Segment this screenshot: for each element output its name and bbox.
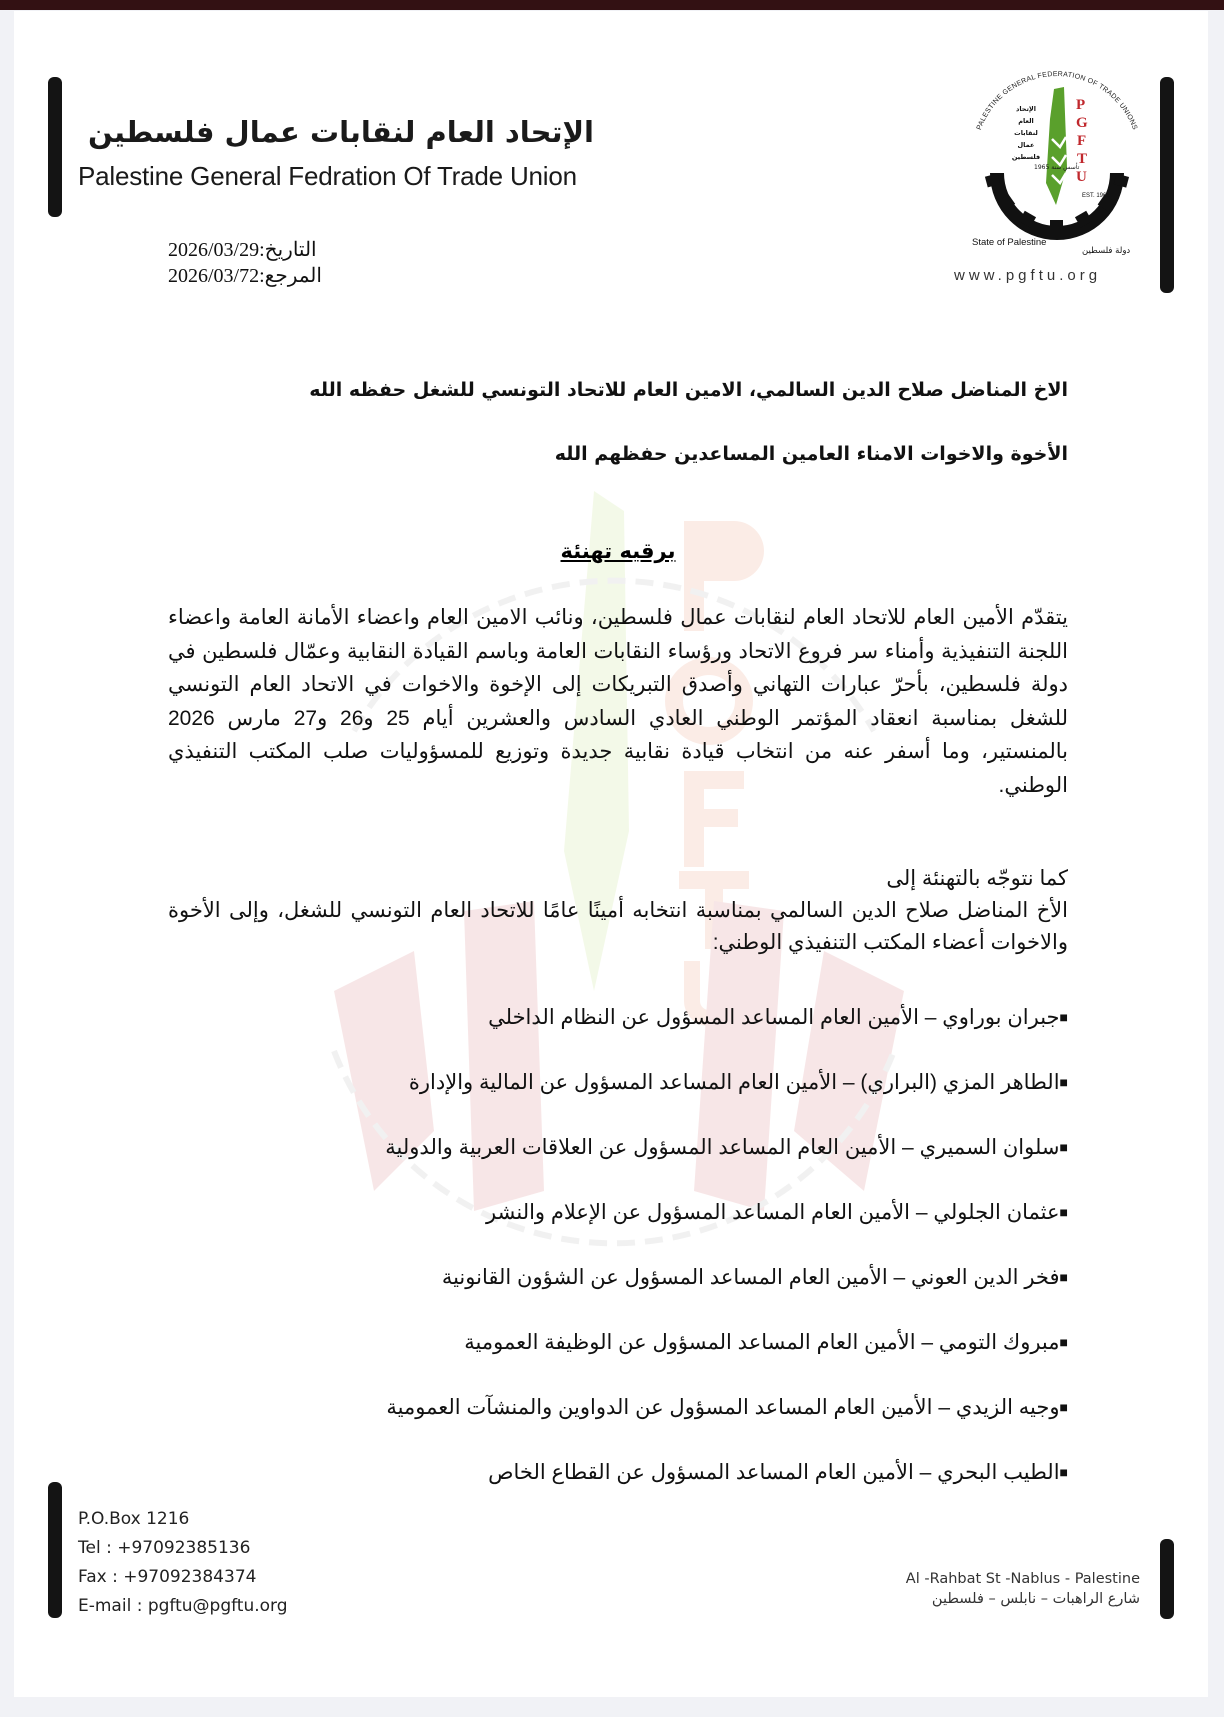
footer-contact (78, 1505, 288, 1621)
reference-label: المرجع: (259, 265, 322, 287)
square-bullet-icon: ■ (1059, 1464, 1068, 1480)
svg-text:T: T (1077, 151, 1088, 167)
letter-meta (168, 237, 322, 289)
date-label: التاريخ: (259, 239, 317, 261)
square-bullet-icon: ■ (1059, 1139, 1068, 1155)
member-text: الطيب البحري – الأمين العام المساعد المسؤول عن القطاع الخاص (488, 1461, 1060, 1484)
address-arabic: شارع الراهبات – نابلس – فلسطين (931, 1591, 1140, 1607)
square-bullet-icon: ■ (1059, 1269, 1068, 1285)
svg-text:العام: العام (1018, 117, 1034, 125)
list-item (168, 1456, 1068, 1521)
list-item (168, 1001, 1068, 1066)
member-text: عثمان الجلولي – الأمين العام المساعد المسؤول عن الإعلام والنشر (486, 1201, 1060, 1224)
reference-row (168, 263, 322, 289)
square-bullet-icon: ■ (1059, 1204, 1068, 1220)
member-text: الطاهر المزي (البراري) – الأمين العام المساعد المسؤول عن المالية والإدارة (408, 1071, 1060, 1094)
svg-text:دولة فلسطين: دولة فلسطين (1082, 246, 1131, 256)
addressee-secondary: الأخوة والاخوات الامناء العامين المساعدين حفظهم الله (554, 443, 1068, 465)
svg-text:P: P (1076, 97, 1086, 113)
po-box: P.O.Box 1216 (78, 1509, 190, 1529)
square-bullet-icon: ■ (1059, 1009, 1068, 1025)
footer-right-accent-bar (1160, 1539, 1174, 1619)
footer-left-accent-bar (48, 1482, 62, 1618)
member-text: مبروك التومي – الأمين العام المساعد المسؤول عن الوظيفة العمومية (464, 1331, 1060, 1354)
member-text: فخر الدين العوني – الأمين العام المساعد المسؤول عن الشؤون القانونية (441, 1266, 1060, 1289)
svg-text:State of Palestine: State of Palestine (972, 237, 1047, 248)
executive-members-list (168, 1001, 1068, 1521)
paragraph-2-text: الأخ المناضل صلاح الدين السالمي بمناسبة انتخابه أمينًا عامًا للاتحاد العام التونسي للشغل، وإلى الأخوة والاخوات أعضاء المكتب التنفيذي الوطني: (168, 899, 1068, 954)
svg-text:F: F (1077, 133, 1087, 149)
square-bullet-icon: ■ (1059, 1399, 1068, 1415)
date-value: 2026/03/29 (168, 239, 260, 261)
svg-text:عمال: عمال (1017, 141, 1035, 149)
member-text: وجيه الزيدي – الأمين العام المساعد المسؤول عن الدواوين والمنشآت العمومية (386, 1396, 1060, 1419)
list-item (168, 1326, 1068, 1391)
list-item (168, 1391, 1068, 1456)
svg-text:الإتحاد: الإتحاد (1016, 105, 1036, 113)
addressee-primary: الاخ المناضل صلاح الدين السالمي، الامين العام للاتحاد التونسي للشغل حفظه الله (309, 379, 1068, 401)
body-paragraph-1: يتقدّم الأمين العام للاتحاد العام لنقابات عمال فلسطين، ونائب الامين العام واعضاء الأمانة العامة واعضاء اللجنة التنفيذية وأمناء سر فروع الاتحاد ورؤساء النقابات العامة وباسم القيادة النقابية وعمّال فلسطين في دولة فلسطين، بأحرّ عبارات التهاني وأصدق التبريكات إلى الإخوة والاخوات في الاتحاد العام التونسي للشغل بمناسبة انعقاد المؤتمر الوطني العادي السادس والعشرين أيام 25 و26 و27 مارس 2026 بالمنستير، وما أسفر عنه من انتخاب قيادة نقابية جديدة وتوزيع للمسؤوليات صلب المكتب التنفيذي الوطني. (168, 606, 1069, 797)
list-item (168, 1066, 1068, 1131)
org-name-arabic: الإتحاد العام لنقابات عمال فلسطين (87, 115, 594, 149)
square-bullet-icon: ■ (1059, 1334, 1068, 1350)
letter-title: برقيه تهنئة (560, 539, 676, 563)
svg-text:تأسس سنة 1965: تأسس سنة 1965 (1034, 164, 1080, 171)
website-url: www.pgftu.org (954, 267, 1102, 284)
svg-text:EST. 1965: EST. 1965 (1082, 193, 1110, 199)
list-item (168, 1196, 1068, 1261)
fax: Fax : +97092384374 (78, 1567, 257, 1587)
svg-text:U: U (1076, 169, 1087, 185)
list-item (168, 1131, 1068, 1196)
svg-text:G: G (1076, 115, 1088, 131)
paragraph-2-intro: كما نتوجّه بالتهنئة إلى (886, 867, 1068, 890)
address-english: Al -Rahbat St -Nablus - Palestine (905, 1571, 1140, 1587)
telephone: Tel : +97092385136 (78, 1538, 251, 1558)
svg-text:لنقابات: لنقابات (1014, 129, 1038, 137)
header-right-accent-bar (1160, 77, 1174, 293)
email: E-mail : pgftu@pgftu.org (78, 1596, 288, 1616)
top-border-bar (0, 0, 1224, 10)
member-text: سلوان السميري – الأمين العام المساعد المسؤول عن العلاقات العربية والدولية (385, 1136, 1060, 1159)
reference-value: 2026/03/72 (168, 265, 260, 287)
body-paragraph-2 (168, 863, 1068, 959)
member-text: جبران بوراوي – الأمين العام المساعد المسؤول عن النظام الداخلي (488, 1006, 1060, 1029)
square-bullet-icon: ■ (1059, 1074, 1068, 1090)
date-row (168, 237, 322, 263)
list-item (168, 1261, 1068, 1326)
letter-page (14, 11, 1208, 1697)
org-name-english: Palestine General Fedration Of Trade Union (78, 161, 577, 191)
svg-text:PALESTINE GENERAL FEDERATION O: PALESTINE GENERAL FEDERATION OF TRADE UNIONS (975, 70, 1139, 131)
svg-text:فلسطين: فلسطين (1011, 153, 1041, 161)
header-left-accent-bar (48, 77, 62, 217)
footer-address (906, 1571, 1140, 1607)
pgftu-logo-icon (964, 45, 1150, 261)
